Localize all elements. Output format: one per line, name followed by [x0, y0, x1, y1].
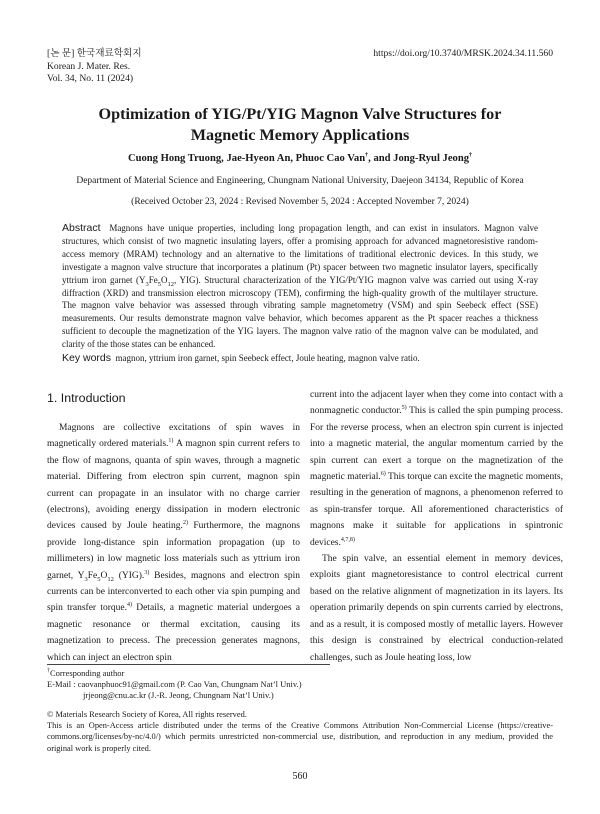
formula-subscript: 5 [157, 280, 162, 288]
license-text: This is an Open-Access article distributed under the terms of the Creative Commons Attribution Non-Commercial License (https://creative-commons.org/licenses/by-nc/4.0/) which permits unrestricted non-commercial use, distribution, and reproduction in any medium, provided the original work is properly cited. [47, 721, 553, 753]
left-column [47, 420, 300, 666]
corresponding-mark: † [47, 668, 50, 675]
author-2: Jae-Hyeon An, [226, 153, 293, 164]
title-line-1: Optimization of YIG/Pt/YIG Magnon Valve Structures for [98, 105, 502, 123]
journal-name-korean: [논 문] 한국재료학회지 [47, 48, 142, 59]
footnote-divider [47, 664, 330, 665]
formula-element: Fe [87, 570, 98, 581]
keywords [62, 352, 538, 364]
paragraph [310, 387, 563, 551]
citation[interactable]: 5) [401, 405, 407, 412]
corresponding-mark: † [365, 152, 369, 159]
text: This torque can excite the magnetic moments, resulting in the generation of magnons, a phenomenon referred to as spin-transfer torque. All aforementioned characteristics of magnons make it suitable for applications in spintronic devices. [310, 472, 563, 548]
abstract-text-2: , YIG). Structural characterization of the YIG/Pt/YIG magnon valve was carried out using X-ray diffraction (XRD) and transmission electron microscopy (TEM), confirming the high-quality growth of the multilayer structure. The magnon valve behavior was assessed through vibrating sample magnetometry (VSM) and spin Seebeck effect (SSE) measurements. Our results demonstrate magnon valve behavior, which becomes apparent as the Pt spacer reaches a thickness sufficient to decouple the magnetization of the YIG layers. The magnon valve ratio of the magnon valve can be modulated, and clarity of the those states can be enhanced. [62, 274, 539, 350]
paragraph [47, 420, 300, 666]
author-1: Cuong Hong Truong, [127, 153, 224, 164]
text: The spin valve, an essential element in memory devices, exploits giant magnetoresistance to control electrical current based on the relative alignment of magnetization in its layers. Its operation primarily depends on spin currents carried by electrons, and as a result, it is composed mostly of metallic layers. However this design is constrained by electrical conduction-related challenges, such as Joule heating loss, low [310, 554, 563, 663]
email-1[interactable]: caovanphuoc91@gmail.com (P. Cao Van, Chungnam Nat’l Univ.) [77, 679, 302, 689]
email-label: E-Mail : [47, 679, 78, 689]
page-number: 560 [292, 771, 308, 782]
license-block [47, 709, 553, 754]
citation[interactable]: 1) [168, 438, 174, 445]
volume-info: Vol. 34, No. 11 (2024) [47, 73, 134, 85]
text: current into the adjacent layer when they come into contact with a nonmagnetic conductor. [310, 390, 563, 417]
abstract-text-1: Magnons have unique properties, including long propagation length, and can exist in insulators. Magnon valve structures, which consist of two magnetic insulating layers, offer a promising approach for advanced magnetoresistive random-access memory (MRAM) technology and an alternative to the limitations of traditional electronic devices. In this study, we investigate a magnon valve structure that incorporates a platinum (Pt) spacer between two magnetic insulator layers, specifically yttrium iron garnet (Y [62, 223, 539, 285]
text: A magnon spin current refers to the flow of magnons, quanta of spin waves, through a magnetic material. Differing from electron spin current, magnon spin current can propagate in an insulator with no charge carrier (electrons), avoiding energy dissipation in modern electronic devices caused by Joule heating. [47, 439, 300, 532]
text: Details, a magnetic material undergoes a magnetic resonance or thermal excitation, causing its magnetization to precess. The precession generates magnons, which can inject an electron spin [47, 603, 300, 663]
section-heading-introduction: 1. Introduction [47, 391, 126, 405]
formula-subscript: 5 [97, 575, 101, 583]
citation[interactable]: 6) [380, 470, 386, 477]
formula-subscript: 12 [167, 280, 175, 288]
citation[interactable]: 2) [182, 520, 188, 527]
footnote [47, 668, 557, 701]
text: This is called the spin pumping process. For the reverse process, when an electron spin current is injected into a magnetic material, the angular momentum carried by the spin current can exert a torque on the magnetization of the magnetic material. [310, 406, 564, 483]
formula-element: O [100, 570, 108, 581]
abstract-label: Abstract [62, 222, 101, 234]
doi-link[interactable]: https://doi.org/10.3740/MRSK.2024.34.11.560 [373, 48, 553, 59]
formula-subscript: 12 [107, 575, 114, 583]
corresponding-mark: † [469, 152, 473, 159]
keywords-label: Key words [62, 352, 112, 364]
journal-header [47, 48, 142, 86]
journal-abbreviation: Korean J. Mater. Res. [47, 60, 131, 72]
author-list [0, 153, 600, 164]
corresponding-author-label: Corresponding author [50, 668, 125, 678]
title-line-2: Magnetic Memory Applications [190, 126, 410, 144]
citation[interactable]: 4) [126, 602, 132, 609]
citation[interactable]: 4,7,8) [340, 536, 355, 543]
author-3: Phuoc Cao Van [295, 153, 366, 164]
text: Furthermore, the magnons provide long-distance spin information propagation (up to millimeters) in low magnetic loss materials such as yttrium iron garnet, Y [47, 521, 300, 581]
paper-title [0, 104, 600, 146]
citation[interactable]: 3) [144, 569, 150, 576]
author-4: , and Jong-Ryul Jeong [368, 153, 470, 164]
text: Magnons are collective excitations of spin waves in magnetically ordered materials. [47, 423, 300, 450]
formula-element: O [161, 274, 168, 285]
right-column [310, 387, 563, 666]
received-dates: (Received October 23, 2024 : Revised November 5, 2024 : Accepted November 7, 2024) [131, 197, 469, 207]
keywords-text: magnon, yttrium iron garnet, spin Seebeck effect, Joule heating, magnon valve ratio. [115, 353, 420, 363]
affiliation: Department of Material Science and Engineering, Chungnam National University, Daejeon 34134, Republic of Korea [76, 176, 524, 186]
text: (YIG). [113, 570, 145, 581]
formula-element: Fe [148, 274, 158, 285]
paragraph [310, 551, 563, 666]
copyright: © Materials Research Society of Korea, All rights reserved. [47, 710, 247, 719]
formula-subscript: 3 [145, 280, 149, 288]
abstract [62, 222, 538, 351]
formula-subscript: 3 [84, 575, 88, 583]
text: Besides, magnons and electron spin currents can be interconverted to each other via spin pumping and spin transfer torque. [47, 570, 300, 614]
email-2[interactable]: jrjeong@cnu.ac.kr (J.-R. Jeong, Chungnam Nat’l Univ.) [83, 690, 274, 700]
